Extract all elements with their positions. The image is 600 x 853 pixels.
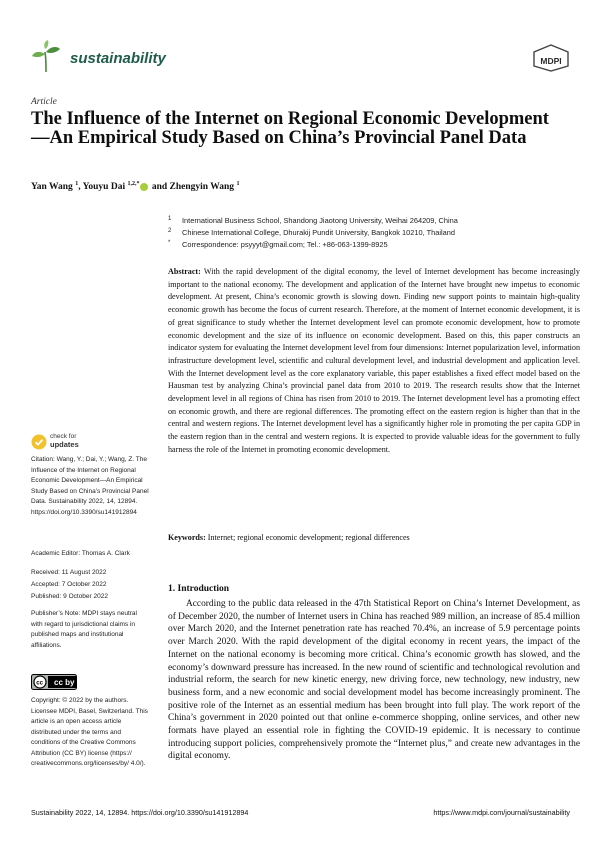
author-affiliation-marker: 1 — [75, 181, 79, 187]
check-for-updates-badge[interactable] — [31, 432, 91, 454]
academic-editor: Academic Editor: Thomas A. Clark — [31, 550, 130, 557]
affiliation-text: International Business School, Shandong Jiaotong University, Weihai 264209, China — [182, 216, 458, 225]
correspondence-text: Correspondence: psyyyt@gmail.com; Tel.: +86-063-1399-8925 — [182, 240, 388, 249]
journal-name: sustainability — [70, 50, 166, 67]
section-heading: 1. Introduction — [168, 584, 230, 594]
copyright-notice: Copyright: © 2022 by the authors. Licensee MDPI, Basel, Switzerland. This article is an open access article distributed under the terms and conditions of the Creative Commons Attribution (CC BY) license (https:// creativecommons.org/licenses/by/ 4.0/). — [31, 697, 148, 767]
affiliation-number: 1 — [168, 216, 172, 222]
article-title: The Influence of the Internet on Regional Economic Development—An Empirical Study Based on China’s Provincial Panel Data — [31, 109, 549, 148]
keywords-text: Internet; regional economic development; regional differences — [207, 533, 410, 542]
check-updates-line2: updates — [50, 440, 79, 449]
article-type: Article — [31, 97, 57, 107]
keywords-label: Keywords: — [168, 533, 206, 542]
author-affiliation-marker: 1 — [236, 181, 240, 187]
affiliation-text: Chinese International College, Dhurakij Pundit University, Bangkok 10210, Thailand — [182, 228, 455, 237]
check-updates-icon — [31, 434, 47, 450]
check-updates-line1: check for — [50, 433, 77, 440]
affiliation-number: 2 — [168, 228, 172, 234]
published-date: Published: 9 October 2022 — [31, 593, 108, 600]
affiliation-number: * — [168, 240, 171, 246]
abstract-text: With the rapid development of the digital economy, the level of Internet development has become increasingly important to the national economy. The development and application of the Internet have brought new impetus to economic development. At present, China’s economic growth is slowing down. Finding new support points to maintain high-quality economic growth has become the focus of current research. Therefore, at the moment of Internet economic development, it is of great significance to study whether the Internet development level can promote economic development, how to promote economic development and the size of its influence on economic development. Based on this, this paper constructs an indicator system for evaluating the Internet development level from four dimensions: Internet popularization level, information infrastructure development level, scientific and cultural development level, and industrial development and application level. With the Internet development level as the core explanatory variable, this paper establishes a fixed effect model based on the Hausman test by analyzing China’s provincial panel data from 2010 to 2019. The research results show that the Internet development level in all regions of China has risen from 2010 to 2019. The Internet development level has a promoting effect on economic growth, and there are regional differences. The promoting effect on the eastern region is higher than that in the central and western regions. The Internet development level has a significantly higher role in promoting the per capita GDP in the eastern region than in the central and western regions. It is expected to provide valuable ideas for the government to fully harness the role of the Internet in promoting economic development. — [168, 267, 580, 454]
journal-leaf-logo-icon — [31, 40, 61, 74]
abstract — [168, 266, 580, 457]
author-affiliation-marker: 1,2,* — [127, 181, 140, 187]
abstract-label: Abstract: — [168, 267, 201, 276]
author-name: Youyu Dai — [82, 182, 126, 193]
svg-text:cc: cc — [36, 680, 43, 687]
cc-by-license-icon[interactable] — [31, 674, 77, 690]
footer-journal-url[interactable]: https://www.mdpi.com/journal/sustainability — [433, 808, 570, 817]
citation: Citation: Wang, Y.; Dai, Y.; Wang, Z. The Influence of the Internet on Regional Economic Development—An Empirical Study Based on China’s Provincial Panel Data. Sustainability 2022, 14, 12894. https://doi.org/10.3390/su141912894 — [31, 456, 149, 516]
accepted-date: Accepted: 7 October 2022 — [31, 581, 107, 588]
publishers-note: Publisher’s Note: MDPI stays neutral with regard to jurisdictional claims in published maps and institutional affiliations. — [31, 610, 137, 649]
cc-label: cc by — [54, 678, 75, 687]
author-list: Yan Wang $^1$, Youyu Dai $^{1,2,*}$ and Zhengyin Wang $^1$ — [31, 181, 240, 193]
publisher-name: MDPI — [540, 56, 562, 66]
author-name: Zhengyin Wang — [169, 182, 235, 193]
introduction-paragraph: According to the public data released in the 47th Statistical Report on China’s Internet Development, as of December 2020, the number of Internet users in China has reached 989 million, an increase of 85.4 million over March 2020, and the Internet penetration rate has reached 70.4%, an increase of 5.9 percentage points over March 2020. With the rapid development of the digital economy in recent years, the impact of the Internet on the national economy is becoming more critical. China’s economic growth has slowed, and the economy’s downward pressure has increased. In the new round of scientific and technological revolution and industrial reform, the search for new kinetic energy, new driving force, new technology, new industry, new business form, and a new economic and social development model has become increasingly prominent. The positive role of the Internet as an essential medium has been brought into full play. The work report of the China’s government in 2020 pointed out that online e-commerce shopping, online services, and other new formats have played an essential role in fighting the COVID-19 epidemic. It is necessary to continue introducing support policies, comprehensively promote the “Internet plus,” and create new advantages in the digital economy. — [168, 599, 580, 762]
received-date: Received: 11 August 2022 — [31, 569, 107, 576]
author-name: Yan Wang — [31, 182, 73, 193]
orcid-icon[interactable] — [140, 183, 148, 191]
keywords — [168, 532, 580, 545]
footer-citation[interactable]: Sustainability 2022, 14, 12894. https://doi.org/10.3390/su141912894 — [31, 808, 249, 817]
